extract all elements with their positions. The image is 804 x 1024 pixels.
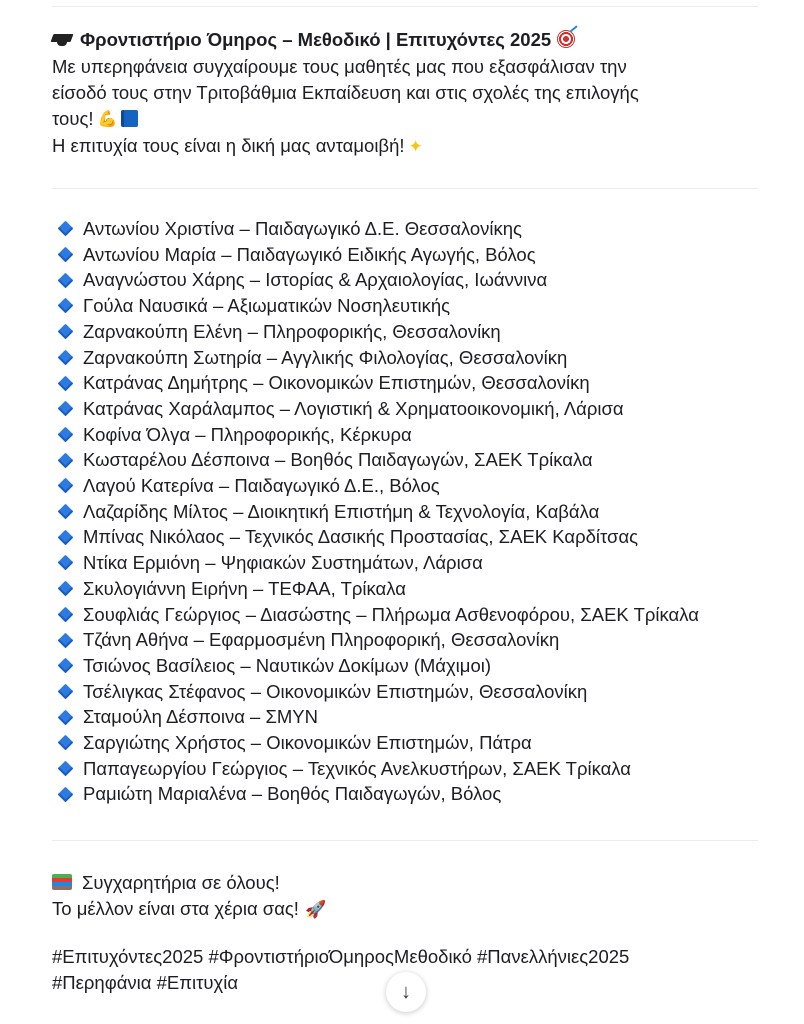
blue-diamond-icon xyxy=(58,581,74,597)
student-entry-text: Αντωνίου Μαρία – Παιδαγωγικό Ειδικής Αγωγής, Βόλος xyxy=(83,243,536,265)
books-icon xyxy=(52,874,72,890)
congrats-text: Συγχαρητήρια σε όλους! xyxy=(82,872,280,893)
post-header xyxy=(52,26,772,160)
blue-diamond-icon xyxy=(58,735,74,751)
student-list-item xyxy=(56,756,699,782)
student-list-item xyxy=(56,602,699,628)
student-list-item xyxy=(56,216,699,242)
section-divider xyxy=(52,188,758,189)
student-entry-text: Τζάνη Αθήνα – Εφαρμοσμένη Πληροφορική, Θεσσαλονίκη xyxy=(83,629,560,651)
future-row xyxy=(52,896,326,923)
blue-diamond-icon xyxy=(58,452,74,468)
arrow-down-icon: ↓ xyxy=(401,981,411,1003)
student-list-item xyxy=(56,396,699,422)
student-list-item xyxy=(56,473,699,499)
blue-diamond-icon xyxy=(58,684,74,700)
student-entry-text: Ραμιώτη Μαριαλένα – Βοηθός Παιδαγωγών, Βόλος xyxy=(83,783,502,805)
blue-diamond-icon xyxy=(58,709,74,725)
blue-diamond-icon xyxy=(58,401,74,417)
student-list-item xyxy=(56,679,699,705)
blue-diamond-icon xyxy=(58,247,74,263)
blue-diamond-icon xyxy=(58,375,74,391)
blue-diamond-icon xyxy=(58,504,74,520)
blue-diamond-icon xyxy=(58,761,74,777)
student-entry-text: Κατράνας Χαράλαμπος – Λογιστική & Χρηματοοικονομική, Λάρισα xyxy=(83,397,624,419)
future-text: Το μέλλον είναι στα χέρια σας! xyxy=(52,898,299,919)
post-footer xyxy=(52,870,326,923)
student-list-item xyxy=(56,627,699,653)
blue-diamond-icon xyxy=(58,350,74,366)
student-entry-text: Κατράνας Δημήτρης – Οικονομικών Επιστημών, Θεσσαλονίκη xyxy=(83,372,590,394)
student-list-item xyxy=(56,422,699,448)
student-entry-text: Γούλα Ναυσικά – Αξιωματικών Νοσηλευτικής xyxy=(83,295,451,317)
hashtags-line-1[interactable]: #Επιτυχόντες2025 #ΦροντιστήριοΌμηροςΜεθοδικό #Πανελλήνιες2025 xyxy=(52,946,630,967)
student-entry-text: Ζαρνακούπη Ελένη – Πληροφορικής, Θεσσαλονίκη xyxy=(83,320,501,342)
top-divider xyxy=(52,6,758,7)
student-list-item xyxy=(56,345,699,371)
graduation-cap-icon xyxy=(52,32,72,46)
student-entry-text: Σκυλογιάννη Ειρήνη – ΤΕΦΑΑ, Τρίκαλα xyxy=(83,577,406,599)
blue-diamond-icon xyxy=(58,607,74,623)
post-title-line xyxy=(52,26,772,54)
student-entry-text: Μπίνας Νικόλαος – Τεχνικός Δασικής Προστασίας, ΣΑΕΚ Καρδίτσας xyxy=(83,526,639,548)
sparkle-icon: ✦ xyxy=(408,137,423,157)
closing-line-row xyxy=(52,133,772,160)
rocket-icon: 🚀 xyxy=(304,900,327,920)
student-list-item xyxy=(56,447,699,473)
student-entry-text: Σαργιώτης Χρήστος – Οικονομικών Επιστημών, Πάτρα xyxy=(83,732,532,754)
student-entry-text: Κοφίνα Όλγα – Πληροφορικής, Κέρκυρα xyxy=(83,423,412,445)
student-entry-text: Τσιώνος Βασίλειος – Ναυτικών Δοκίμων (Μάχιμοι) xyxy=(83,654,492,676)
section-divider-bottom xyxy=(52,840,758,841)
student-list-item xyxy=(56,653,699,679)
blue-diamond-icon xyxy=(58,298,74,314)
student-entry-text: Σταμούλη Δέσποινα – ΣΜΥΝ xyxy=(83,706,318,728)
student-list-item xyxy=(56,370,699,396)
blue-diamond-icon xyxy=(58,272,74,288)
blue-diamond-icon xyxy=(58,787,74,803)
flexed-bicep-icon: 💪 xyxy=(97,111,118,129)
student-list-item xyxy=(56,781,699,807)
blue-diamond-icon xyxy=(58,478,74,494)
student-entry-text: Ζαρνακούπη Σωτηρία – Αγγλικής Φιλολογίας, Θεσσαλονίκη xyxy=(83,346,568,368)
student-entry-text: Λαγού Κατερίνα – Παιδαγωγικό Δ.Ε., Βόλος xyxy=(83,475,440,497)
book-icon xyxy=(121,110,138,127)
student-list-item xyxy=(56,293,699,319)
student-entry-text: Παπαγεωργίου Γεώργιος – Τεχνικός Ανελκυστήρων, ΣΑΕΚ Τρίκαλα xyxy=(83,757,631,779)
blue-diamond-icon xyxy=(58,658,74,674)
student-entry-text: Κωσταρέλου Δέσποινα – Βοηθός Παιδαγωγών, ΣΑΕΚ Τρίκαλα xyxy=(83,449,593,471)
student-list-item xyxy=(56,550,699,576)
blue-diamond-icon xyxy=(58,632,74,648)
student-entry-text: Αναγνώστου Χάρης – Ιστορίας & Αρχαιολογίας, Ιωάννινα xyxy=(83,269,548,291)
intro-line-2: είσοδό τους στην Τριτοβάθμια Εκπαίδευση και στις σχολές της επιλογής xyxy=(52,82,639,103)
scroll-down-button[interactable] xyxy=(386,972,426,1012)
student-list xyxy=(56,216,699,807)
student-list-item xyxy=(56,730,699,756)
blue-diamond-icon xyxy=(58,427,74,443)
blue-diamond-icon xyxy=(58,530,74,546)
student-entry-text: Ντίκα Ερμιόνη – Ψηφιακών Συστημάτων, Λάρισα xyxy=(83,552,483,574)
student-list-item xyxy=(56,524,699,550)
student-list-item xyxy=(56,576,699,602)
student-list-item xyxy=(56,704,699,730)
congrats-row xyxy=(52,870,326,896)
student-list-item xyxy=(56,499,699,525)
student-entry-text: Λαζαρίδης Μίλτος – Διοικητική Επιστήμη & Τεχνολογία, Καβάλα xyxy=(83,500,600,522)
student-list-item xyxy=(56,319,699,345)
post-title: Φροντιστήριο Όμηρος – Μεθοδικό | Επιτυχόντες 2025 xyxy=(80,29,552,50)
hashtags-line-2[interactable]: #Περηφάνια #Επιτυχία xyxy=(52,972,239,993)
target-icon xyxy=(557,30,575,48)
student-entry-text: Σουφλιάς Γεώργιος – Διασώστης – Πλήρωμα Ασθενοφόρου, ΣΑΕΚ Τρίκαλα xyxy=(83,603,699,625)
blue-diamond-icon xyxy=(58,221,74,237)
intro-line-1: Με υπερηφάνεια συγχαίρουμε τους μαθητές μας που εξασφάλισαν την xyxy=(52,56,627,77)
intro-line-3: τους! xyxy=(52,108,94,129)
student-list-item xyxy=(56,242,699,268)
blue-diamond-icon xyxy=(58,324,74,340)
student-list-item xyxy=(56,267,699,293)
blue-diamond-icon xyxy=(58,555,74,571)
student-entry-text: Τσέλιγκας Στέφανος – Οικονομικών Επιστημών, Θεσσαλονίκη xyxy=(83,680,588,702)
closing-line: Η επιτυχία τους είναι η δική μας ανταμοιβή! xyxy=(52,135,405,157)
hashtags xyxy=(52,944,629,996)
student-entry-text: Αντωνίου Χριστίνα – Παιδαγωγικό Δ.Ε. Θεσσαλονίκης xyxy=(83,218,522,239)
intro-line-3-row xyxy=(52,106,772,133)
